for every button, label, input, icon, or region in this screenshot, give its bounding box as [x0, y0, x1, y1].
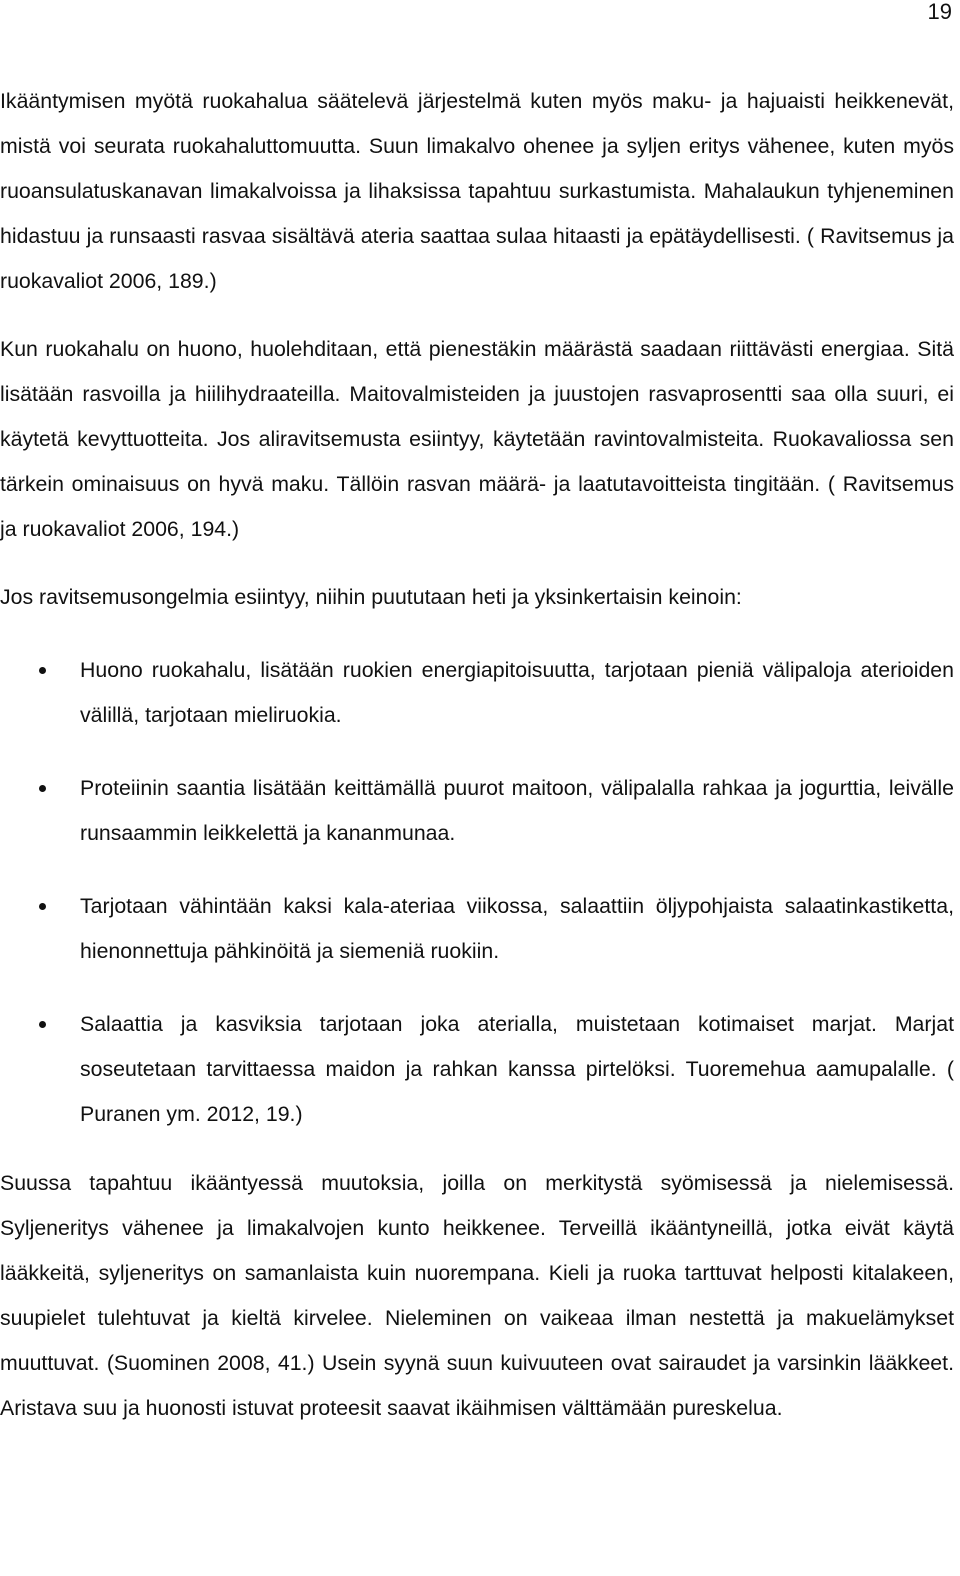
bullet-icon	[39, 1021, 46, 1028]
bullet-icon	[39, 903, 46, 910]
bullet-icon	[39, 785, 46, 792]
paragraph-poor-appetite: Kun ruokahalu on huono, huolehditaan, että pienestäkin määrästä saadaan riittävästi energiaa. Sitä lisätään rasvoilla ja hiilihydraateilla. Maitovalmisteiden ja juustojen rasvaprosentti saa olla suuri, ei käytetä kevyttuotteita. Jos aliravitsemusta esiintyy, käytetään ravintovalmisteita. Ruokavaliossa sen tärkein ominaisuus on hyvä maku. Tällöin rasvan määrä- ja laatutavoitteista tingitään. ( Ravitsemus ja ruokavaliot 2006, 194.)	[0, 337, 954, 541]
list-item	[0, 1002, 954, 1137]
list-item	[0, 648, 954, 738]
document-body	[0, 79, 954, 1431]
nutrition-measures-list	[0, 648, 954, 1137]
list-item-text: Salaattia ja kasviksia tarjotaan joka aterialla, muistetaan kotimaiset marjat. Marjat soseutetaan tarvittaessa maidon ja rahkan kanssa pirtelöksi. Tuoremehua aamupalalle. ( Puranen ym. 2012, 19.)	[80, 1012, 954, 1126]
bullet-icon	[39, 667, 46, 674]
list-item-text: Proteiinin saantia lisätään keittämällä puurot maitoon, välipalalla rahkaa ja jogurttia, leivälle runsaammin leikkelettä ja kananmunaa.	[80, 776, 954, 845]
paragraph-oral-changes: Suussa tapahtuu ikääntyessä muutoksia, joilla on merkitystä syömisessä ja nielemisessä. Syljeneritys vähenee ja limakalvojen kunto heikkenee. Terveillä ikääntyneillä, jotka eivät käytä lääkkeitä, syljeneritys on samanlaista kuin nuorempana. Kieli ja ruoka tarttuvat helposti kitalakeen, suupielet tulehtuvat ja kieltä kirvelee. Nieleminen on vaikeaa ilman nestettä ja makuelämykset muuttuvat. (Suominen 2008, 41.) Usein syynä suun kuivuuteen ovat sairaudet ja varsinkin lääkkeet. Aristava suu ja huonosti istuvat proteesit saavat ikäihmisen välttämään pureskelua.	[0, 1171, 954, 1420]
page-number: 19	[927, 0, 952, 24]
list-item-text: Huono ruokahalu, lisätään ruokien energiapitoisuutta, tarjotaan pieniä välipaloja aterioiden välillä, tarjotaan mieliruokia.	[80, 658, 954, 727]
paragraph-nutrition-problems-intro: Jos ravitsemusongelmia esiintyy, niihin puututaan heti ja yksinkertaisin keinoin:	[0, 585, 742, 609]
list-item-text: Tarjotaan vähintään kaksi kala-ateriaa viikossa, salaattiin öljypohjaista salaatinkastiketta, hienonnettuja pähkinöitä ja siemeniä ruokiin.	[80, 894, 954, 963]
paragraph-aging-appetite: Ikääntymisen myötä ruokahalua säätelevä järjestelmä kuten myös maku- ja hajuaisti heikkenevät, mistä voi seurata ruokahaluttomuutta. Suun limakalvo ohenee ja syljen eritys vähenee, kuten myös ruoansulatuskanavan limakalvoissa ja lihaksissa tapahtuu surkastumista. Mahalaukun tyhjeneminen hidastuu ja runsaasti rasvaa sisältävä ateria saattaa sulaa hitaasti ja epätäydellisesti. ( Ravitsemus ja ruokavaliot 2006, 189.)	[0, 89, 954, 293]
list-item	[0, 884, 954, 974]
list-item	[0, 766, 954, 856]
